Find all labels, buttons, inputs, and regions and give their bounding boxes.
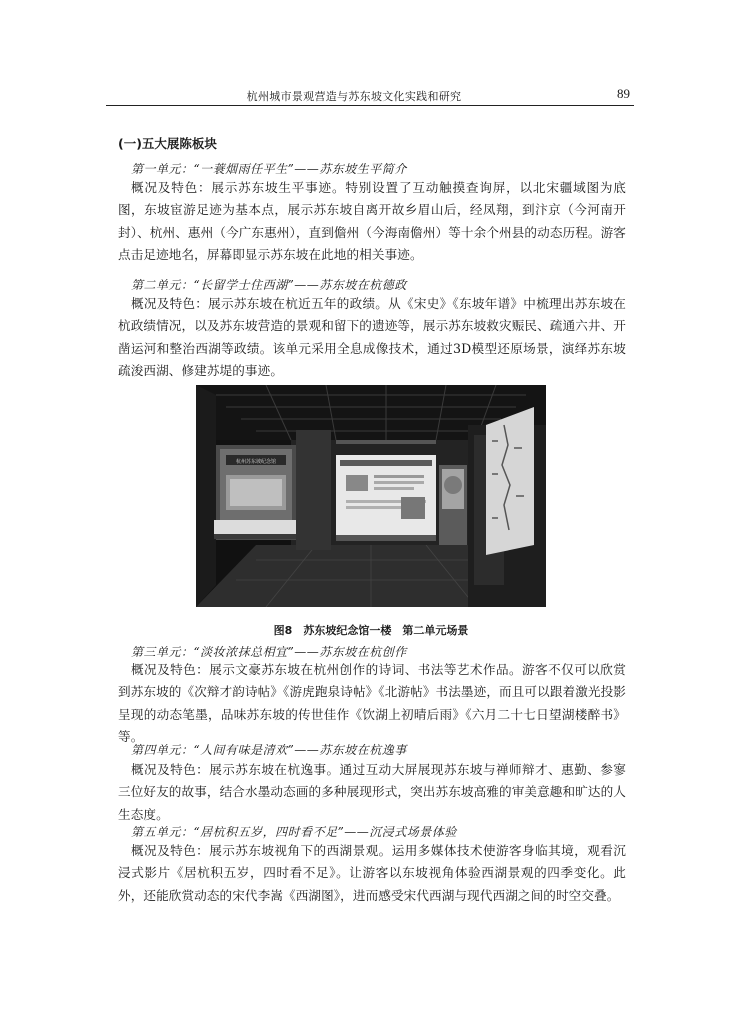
- panel-label: 杭州苏东坡纪念馆: [235, 459, 277, 465]
- unit-1-title: 第一单元：“一蓑烟雨任平生”——苏东坡生平简介: [131, 162, 407, 176]
- running-title: 杭州城市景观营造与苏东坡文化实践和研究: [246, 90, 462, 103]
- unit-5-text: 概况及特色：展示苏东坡视角下的西湖景观。运用多媒体技术使游客身临其境，观看沉浸式影片《居杭积五岁，四时看不足》。让游客以东坡视角体验西湖景观的四季变化。此外，还能欣赏动态的宋代李嵩《西湖图》，进而感受宋代西湖与现代西湖之间的时空交叠。: [118, 843, 626, 903]
- unit-4-title: 第四单元：“人间有味是清欢”——苏东坡在杭逸事: [131, 743, 407, 757]
- unit-4-text: 概况及特色：展示苏东坡在杭逸事。通过互动大屏展现苏东坡与禅师辩才、惠勤、参寥三位好友的故事，结合水墨动态画的多种展现形式，突出苏东坡高雅的审美意趣和旷达的人生态度。: [118, 762, 626, 822]
- unit-2-title: 第二单元：“长留学士住西湖”——苏东坡在杭德政: [131, 278, 407, 292]
- unit-3-text: 概况及特色：展示文豪苏东坡在杭州创作的诗词、书法等艺术作品。游客不仅可以欣赏到苏东坡的《次辩才韵诗帖》《游虎跑泉诗帖》《北游帖》书法墨迹，而且可以跟着激光投影呈现的动态笔墨，品味苏东坡的传世佳作《饮湖上初晴后雨》《六月二十七日望湖楼醉书》等。: [118, 662, 626, 745]
- unit-1-text: 概况及特色：展示苏东坡生平事迹。特别设置了互动触摸查询屏，以北宋疆域图为底图，东坡宦游足迹为基本点，展示苏东坡自离开故乡眉山后，经凤翔，到汴京（今河南开封）、杭州、惠州（今广东惠州），直到儋州（今海南儋州）等十余个州县的动态历程。游客点击足迹地名，屏幕即显示苏东坡在此地的相关事迹。: [118, 180, 626, 263]
- unit-5-title: 第五单元：“居杭积五岁，四时看不足”——沉浸式场景体验: [131, 825, 457, 839]
- page-number: 89: [617, 86, 630, 101]
- figure-caption: 图8 苏东坡纪念馆一楼 第二单元场景: [273, 624, 469, 637]
- running-header: [106, 86, 634, 106]
- section-title: (一)五大展陈板块: [118, 136, 217, 151]
- header-rule: [106, 105, 634, 106]
- exhibition-hall-illustration: [196, 385, 546, 607]
- exhibition-photo: [196, 385, 546, 607]
- unit-3-title: 第三单元：“淡妆浓抹总相宜”——苏东坡在杭创作: [131, 645, 407, 659]
- unit-2-text: 概况及特色：展示苏东坡在杭近五年的政绩。从《宋史》《东坡年谱》中梳理出苏东坡在杭政绩情况，以及苏东坡营造的景观和留下的遗迹等，展示苏东坡救灾赈民、疏通六井、开凿运河和整治西湖等政绩。该单元采用全息成像技术，通过3D模型还原场景，演绎苏东坡疏浚西湖、修建苏堤的事迹。: [118, 296, 626, 379]
